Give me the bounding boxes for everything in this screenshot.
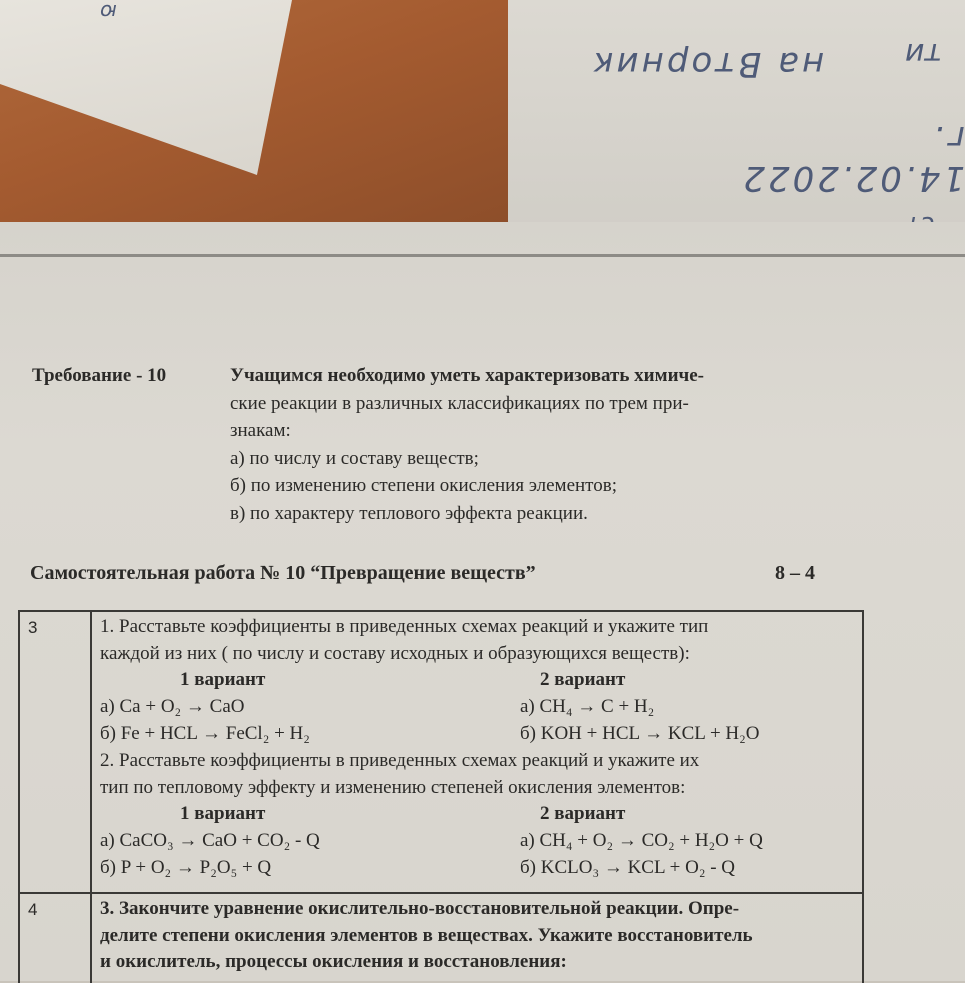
task3-text: и окислитель, процессы окисления и восстановления:: [100, 951, 567, 973]
equation-pair: [100, 694, 860, 721]
task2-text: тип по тепловому эффекту и изменению степеней окисления элементов:: [100, 776, 686, 798]
task3-text: делите степени окисления элементов в веществах. Укажите восстановитель: [100, 924, 753, 946]
variant2-label: 2 вариант: [540, 669, 626, 691]
task2-text: 2. Расставьте коэффициенты в приведенных схемах реакций и укажите их: [100, 750, 700, 772]
variant-labels: [100, 801, 860, 828]
variant1-label: 1 вариант: [180, 669, 266, 691]
requirement-item-b: б) по изменению степени окисления элементов;: [230, 475, 617, 497]
tasks-table: [18, 610, 864, 983]
equation-variant1: б) Fe + HCL → FeCl₂ + H₂: [100, 723, 310, 745]
handwritten-line-1: на Вторник: [590, 44, 825, 84]
table-row: [20, 894, 862, 983]
equation-variant1: а) CaCO₃ → CaO + CO₂ - Q: [100, 830, 320, 852]
work-title: Самостоятельная работа № 10 “Превращение веществ”: [30, 562, 536, 584]
equation-variant1: а) Ca + O₂ → CaO: [100, 696, 245, 718]
task-cell: [100, 614, 860, 882]
equation-pair: [100, 828, 860, 855]
variant2-label: 2 вариант: [540, 803, 626, 825]
equation-variant2: б) KOH + HCL → KCL + H₂O: [520, 723, 760, 745]
requirement-item-a: а) по числу и составу веществ;: [230, 447, 479, 469]
table-row: [20, 612, 862, 894]
requirement-title: Требование - 10: [32, 365, 167, 386]
task3-text: 3. Закончите уравнение окислительно-восстановительной реакции. Опре-: [100, 898, 740, 919]
equation-variant2: б) KCLO₃ → KCL + O₂ - Q: [520, 857, 735, 879]
equation-pair: [100, 721, 860, 748]
handwritten-fragment-top: ю: [100, 0, 117, 24]
equation-variant2: а) CH₄ → C + H₂: [520, 696, 655, 718]
task1-text: 1. Расставьте коэффициенты в приведенных схемах реакций и укажите тип: [100, 616, 709, 637]
variant-labels: [100, 667, 860, 694]
equation-pair: [100, 855, 860, 882]
requirement-item-c: в) по характеру теплового эффекта реакции.: [230, 502, 588, 524]
work-code: 8 – 4: [775, 562, 815, 584]
variant1-label: 1 вариант: [180, 803, 266, 825]
requirement-text: [230, 362, 840, 527]
requirement-line: Учащимся необходимо уметь характеризовать химиче-: [230, 365, 704, 386]
page-fold-line: [0, 254, 965, 257]
handwritten-fragment-right: ти: [905, 36, 942, 71]
row-number: 4: [28, 900, 38, 919]
handwritten-date: 14.02.2022 г.: [740, 118, 965, 198]
task-cell: [100, 896, 860, 976]
row-number: 3: [28, 618, 38, 637]
column-divider: [90, 612, 92, 892]
equation-variant2: а) CH₄ + O₂ → CO₂ + H₂O + Q: [520, 830, 763, 852]
equation-variant1: б) P + O₂ → P₂O₅ + Q: [100, 857, 272, 879]
requirement-line: ские реакции в различных классификациях по трем при-: [230, 392, 689, 414]
requirement-line: знакам:: [230, 420, 291, 442]
column-divider: [90, 894, 92, 983]
task1-text: каждой из них ( по числу и составу исходных и образующихся веществ):: [100, 642, 690, 664]
